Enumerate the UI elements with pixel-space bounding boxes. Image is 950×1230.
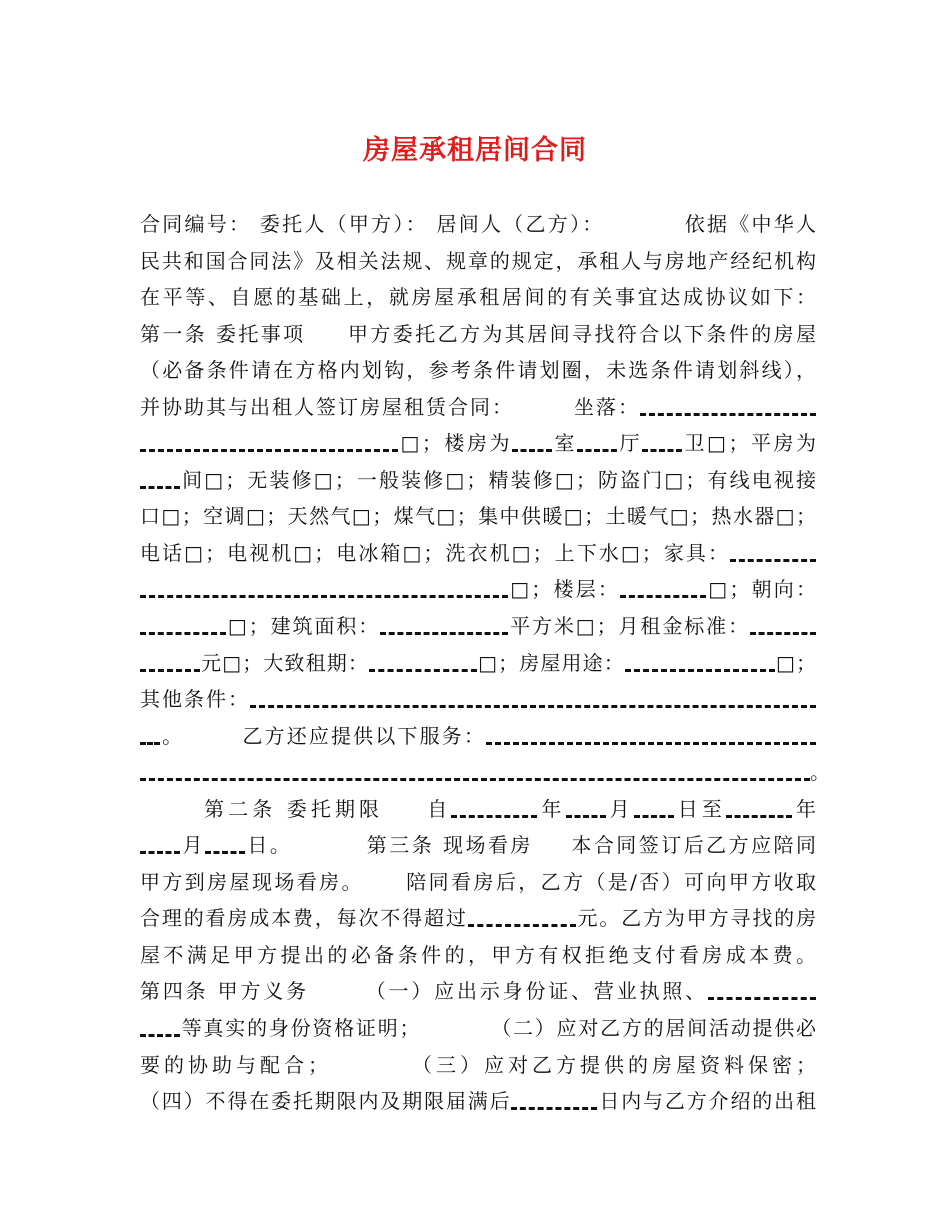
- text-line: [140, 1083, 816, 1120]
- text-line: [140, 827, 816, 864]
- line-text: 元。乙方为甲方寻找的房: [575, 906, 817, 931]
- line-text: 依据《中华人: [682, 212, 817, 236]
- text-line: [140, 973, 816, 1010]
- gap: [184, 718, 240, 755]
- blank-field: [140, 610, 226, 635]
- line-text: 月: [180, 833, 205, 858]
- line-text: 日。: [244, 833, 293, 858]
- line-text: （一）应出示身份证、营业执照、: [362, 979, 708, 1004]
- text-line: [140, 608, 816, 645]
- line-text: 第二条 委托期限: [200, 796, 384, 821]
- line-text: 合理的看房成本费，每次不得超过: [140, 906, 468, 931]
- line-text: 口□；空调□；天然气□；煤气□；集中供暖□；土暖气□；热水器□；: [140, 504, 816, 529]
- line-text: □；房屋用途：: [476, 650, 625, 675]
- line-text: 第四条 甲方义务: [140, 979, 309, 1004]
- line-text: 陪同看房后，乙方（是/否）可向甲方收取: [403, 869, 816, 894]
- gap: [328, 1047, 408, 1084]
- line-text: 日内与乙方介绍的出租: [597, 1089, 817, 1114]
- line-text: 年: [791, 796, 817, 821]
- text-line: [140, 937, 816, 974]
- gap: [140, 791, 200, 828]
- text-line: [140, 279, 816, 316]
- line-text: 本合同签订后乙方应陪同: [568, 833, 817, 858]
- blank-field: [640, 391, 816, 416]
- blank-field: [486, 720, 816, 745]
- line-text: 。: [810, 760, 830, 785]
- gap: [309, 973, 363, 1010]
- line-text: □；楼房为: [398, 431, 512, 456]
- line-text: 并协助其与出租人签订房屋租赁合同：: [140, 394, 514, 419]
- line-text: 在平等、自愿的基础上，就房屋承租居间的有关事宜达成协议如下：: [140, 285, 816, 310]
- blank-field: [205, 829, 245, 854]
- blank-field: [512, 427, 552, 452]
- blank-field: [380, 610, 508, 635]
- line-text: 民共和国合同法》及相关法规、规章的规定，承租人与房地产经纪机构: [140, 248, 816, 273]
- line-text: 间□；无装修□；一般装修□；精装修□；防盗门□；有线电视接: [180, 467, 816, 492]
- blank-field: [566, 793, 606, 818]
- blank-field: [577, 427, 617, 452]
- line-text: 甲方到房屋现场看房。: [140, 869, 364, 894]
- text-line: [140, 718, 816, 755]
- text-line: [140, 498, 816, 535]
- line-text: 屋不满足甲方提出的必备条件的，甲方有权拒绝支付看房成本费。: [140, 942, 816, 967]
- text-line: [140, 462, 816, 499]
- text-line: [140, 243, 816, 280]
- document-title: 房屋承租居间合同: [363, 135, 587, 166]
- blank-field: [634, 793, 674, 818]
- blank-field: [140, 647, 200, 672]
- line-text: □；建筑面积：: [226, 614, 381, 639]
- line-text: 等真实的身份资格证明；: [180, 1016, 420, 1041]
- text-line: [140, 791, 816, 828]
- text-line: [140, 352, 816, 389]
- line-text: 乙方还应提供以下服务：: [240, 723, 487, 748]
- line-text: 。: [160, 723, 185, 748]
- blank-field: [625, 647, 775, 672]
- gap: [306, 316, 346, 353]
- text-line: [140, 535, 816, 572]
- line-text: 坐落：: [572, 394, 640, 419]
- line-text: 第三条 现场看房: [364, 833, 533, 858]
- text-line: [140, 389, 816, 426]
- line-text: （三）应对乙方提供的房屋资料保密；: [408, 1052, 816, 1077]
- line-text: 自: [423, 796, 452, 821]
- line-text: 第一条 委托事项: [140, 321, 306, 346]
- blank-field: [250, 683, 816, 708]
- line-text: 日至: [673, 796, 726, 821]
- blank-field: [140, 464, 180, 489]
- text-line: [140, 571, 816, 608]
- blank-field: [369, 647, 477, 672]
- gap: [383, 791, 423, 828]
- line-text: 室: [551, 431, 577, 456]
- line-text: 其他条件：: [140, 687, 250, 712]
- blank-field: [451, 793, 537, 818]
- blank-field: [140, 720, 160, 745]
- line-text: □；朝向：: [706, 577, 816, 602]
- gap: [533, 827, 569, 864]
- line-text: 要的协助与配合；: [140, 1052, 328, 1077]
- blank-field: [730, 537, 816, 562]
- line-text: 平方米□；月租金标准：: [508, 614, 750, 639]
- blank-field: [708, 975, 816, 1000]
- text-line: [140, 864, 816, 901]
- gap: [419, 1010, 489, 1047]
- line-text: 卫□；平房为: [682, 431, 816, 456]
- gap: [514, 389, 572, 426]
- line-text: （必备条件请在方格内划钩，参考条件请划圈，未选条件请划斜线），: [140, 358, 816, 383]
- blank-field: [140, 829, 180, 854]
- blank-field: [511, 1085, 597, 1110]
- text-line: [140, 316, 816, 353]
- line-text: □；: [774, 650, 816, 675]
- line-text: 元□；大致租期：: [200, 650, 369, 675]
- line-text: 电话□；电视机□；电冰箱□；洗衣机□；上下水□；家具：: [140, 540, 730, 565]
- blank-field: [750, 610, 816, 635]
- blank-field: [726, 793, 792, 818]
- line-text: （四）不得在委托期限内及期限届满后: [140, 1089, 512, 1114]
- blank-field: [140, 427, 398, 452]
- text-line: [140, 681, 816, 718]
- line-text: （二）应对乙方的居间活动提供必: [489, 1016, 817, 1041]
- line-text: □；楼层：: [508, 577, 621, 602]
- text-line: [140, 1010, 816, 1047]
- text-line: [140, 425, 816, 462]
- blank-field: [468, 902, 576, 927]
- line-text: 合同编号： 委托人（甲方）： 居间人（乙方）：: [140, 212, 605, 236]
- blank-field: [620, 573, 706, 598]
- text-line: [140, 645, 816, 682]
- text-line: [140, 754, 830, 791]
- text-line: [140, 206, 816, 243]
- blank-field: [642, 427, 682, 452]
- line-text: 年: [537, 796, 566, 821]
- line-text: 厅: [617, 431, 643, 456]
- gap: [605, 206, 683, 243]
- blank-field: [140, 756, 810, 781]
- blank-field: [140, 573, 508, 598]
- gap: [292, 827, 364, 864]
- contract-body: [140, 206, 830, 1120]
- gap: [364, 864, 404, 901]
- line-text: 甲方委托乙方为其居间寻找符合以下条件的房屋: [345, 321, 817, 346]
- text-line: [140, 1047, 816, 1084]
- blank-field: [140, 1012, 180, 1037]
- text-line: [140, 900, 816, 937]
- line-text: 月: [605, 796, 634, 821]
